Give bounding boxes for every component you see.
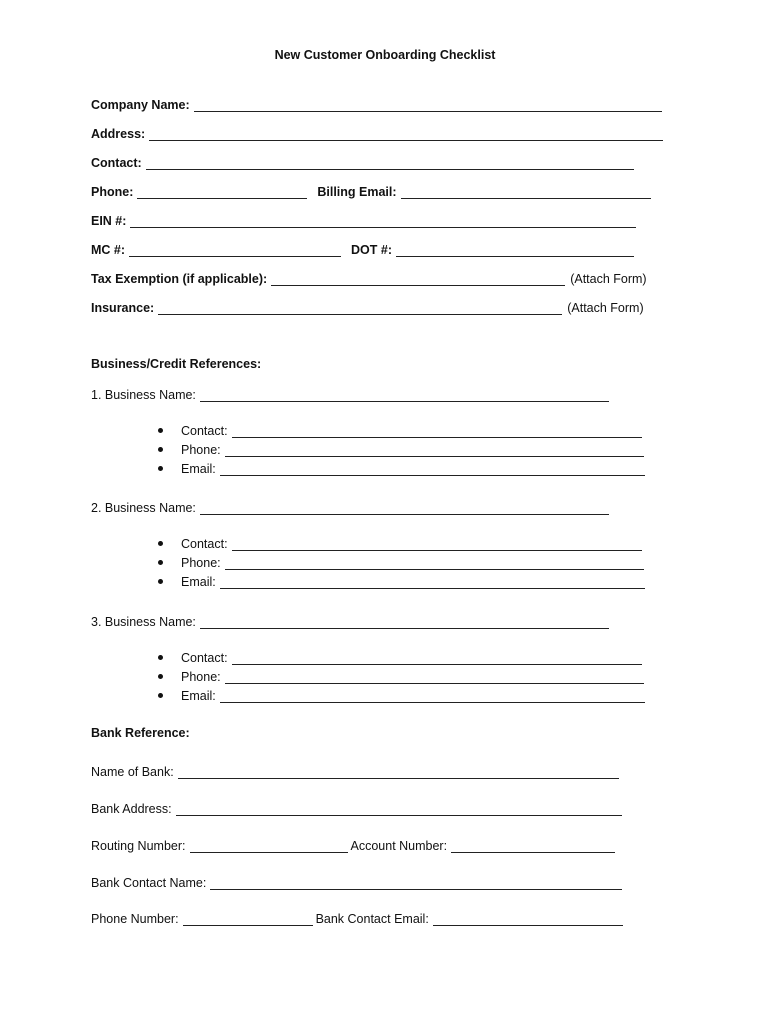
address-row <box>91 123 663 141</box>
contact-field[interactable] <box>232 651 642 665</box>
phone-number-field[interactable] <box>183 912 313 926</box>
business-name-field[interactable] <box>200 501 609 515</box>
reference-3-phone <box>158 668 644 684</box>
phone-label: Phone: <box>181 443 221 457</box>
phone-label: Phone: <box>181 670 221 684</box>
email-label: Email: <box>181 575 216 589</box>
business-name-label: 2. Business Name: <box>91 501 196 515</box>
account-number-label: Account Number: <box>350 839 448 853</box>
mc-dot-row <box>91 239 634 257</box>
contact-field[interactable] <box>232 424 642 438</box>
phone-field[interactable] <box>137 185 307 199</box>
bank-address-row <box>91 798 622 816</box>
billing-email-label: Billing Email: <box>317 185 397 199</box>
dot-label: DOT #: <box>351 243 393 257</box>
ein-field[interactable] <box>130 214 636 228</box>
ein-row <box>91 210 636 228</box>
reference-2-business-row <box>91 497 609 515</box>
bullet-icon <box>158 466 163 471</box>
business-name-label: 3. Business Name: <box>91 615 196 629</box>
dot-field[interactable] <box>396 243 634 257</box>
bullet-icon <box>158 674 163 679</box>
contact-label: Contact: <box>181 651 228 665</box>
company-name-field[interactable] <box>194 98 662 112</box>
email-label: Email: <box>181 689 216 703</box>
ein-label: EIN #: <box>91 214 127 228</box>
bank-address-field[interactable] <box>176 802 622 816</box>
reference-3-business-row <box>91 611 609 629</box>
bank-heading: Bank Reference: <box>91 726 190 740</box>
phone-field[interactable] <box>225 670 644 684</box>
bank-name-label: Name of Bank: <box>91 765 174 779</box>
phone-label: Phone: <box>181 556 221 570</box>
contact-field[interactable] <box>232 537 642 551</box>
business-name-label: 1. Business Name: <box>91 388 196 402</box>
phone-billing-row <box>91 181 651 199</box>
company-name-label: Company Name: <box>91 98 190 112</box>
routing-account-row <box>91 835 615 853</box>
attach-form-note: (Attach Form) <box>570 272 647 286</box>
reference-3-contact <box>158 649 642 665</box>
business-name-field[interactable] <box>200 615 609 629</box>
reference-1-business-row <box>91 384 609 402</box>
contact-row <box>91 152 634 170</box>
phone-label: Phone: <box>91 185 134 199</box>
contact-label: Contact: <box>181 424 228 438</box>
attach-form-note: (Attach Form) <box>567 301 644 315</box>
insurance-label: Insurance: <box>91 301 155 315</box>
contact-label: Contact: <box>181 537 228 551</box>
email-field[interactable] <box>220 575 645 589</box>
bullet-icon <box>158 693 163 698</box>
phone-contact-email-row <box>91 908 623 926</box>
mc-label: MC #: <box>91 243 126 257</box>
company-name-row <box>91 94 662 112</box>
business-name-field[interactable] <box>200 388 609 402</box>
bank-contact-name-label: Bank Contact Name: <box>91 876 207 890</box>
reference-3-email <box>158 687 645 703</box>
bullet-icon <box>158 655 163 660</box>
page-title: New Customer Onboarding Checklist <box>274 48 496 62</box>
bullet-icon <box>158 428 163 433</box>
reference-1-email <box>158 460 645 476</box>
contact-label: Contact: <box>91 156 142 170</box>
bank-contact-email-field[interactable] <box>433 912 623 926</box>
bank-name-row <box>91 761 619 779</box>
email-field[interactable] <box>220 689 645 703</box>
bank-address-label: Bank Address: <box>91 802 172 816</box>
reference-1-phone <box>158 441 644 457</box>
insurance-row <box>91 297 644 315</box>
reference-2-phone <box>158 554 644 570</box>
tax-exemption-field[interactable] <box>271 272 565 286</box>
bullet-icon <box>158 560 163 565</box>
bullet-icon <box>158 447 163 452</box>
address-label: Address: <box>91 127 146 141</box>
tax-exemption-row <box>91 268 647 286</box>
mc-field[interactable] <box>129 243 341 257</box>
bank-name-field[interactable] <box>178 765 619 779</box>
contact-field[interactable] <box>146 156 634 170</box>
reference-1-contact <box>158 422 642 438</box>
address-field[interactable] <box>149 127 663 141</box>
bullet-icon <box>158 541 163 546</box>
tax-exemption-label: Tax Exemption (if applicable): <box>91 272 268 286</box>
insurance-field[interactable] <box>158 301 562 315</box>
phone-field[interactable] <box>225 443 644 457</box>
reference-2-email <box>158 573 645 589</box>
email-label: Email: <box>181 462 216 476</box>
billing-email-field[interactable] <box>401 185 651 199</box>
reference-2-contact <box>158 535 642 551</box>
phone-field[interactable] <box>225 556 644 570</box>
bank-contact-name-field[interactable] <box>210 876 622 890</box>
references-heading: Business/Credit References: <box>91 357 262 371</box>
phone-number-label: Phone Number: <box>91 912 179 926</box>
email-field[interactable] <box>220 462 645 476</box>
routing-number-field[interactable] <box>190 839 348 853</box>
routing-number-label: Routing Number: <box>91 839 186 853</box>
account-number-field[interactable] <box>451 839 615 853</box>
bank-contact-name-row <box>91 872 622 890</box>
bullet-icon <box>158 579 163 584</box>
bank-contact-email-label: Bank Contact Email: <box>315 912 429 926</box>
